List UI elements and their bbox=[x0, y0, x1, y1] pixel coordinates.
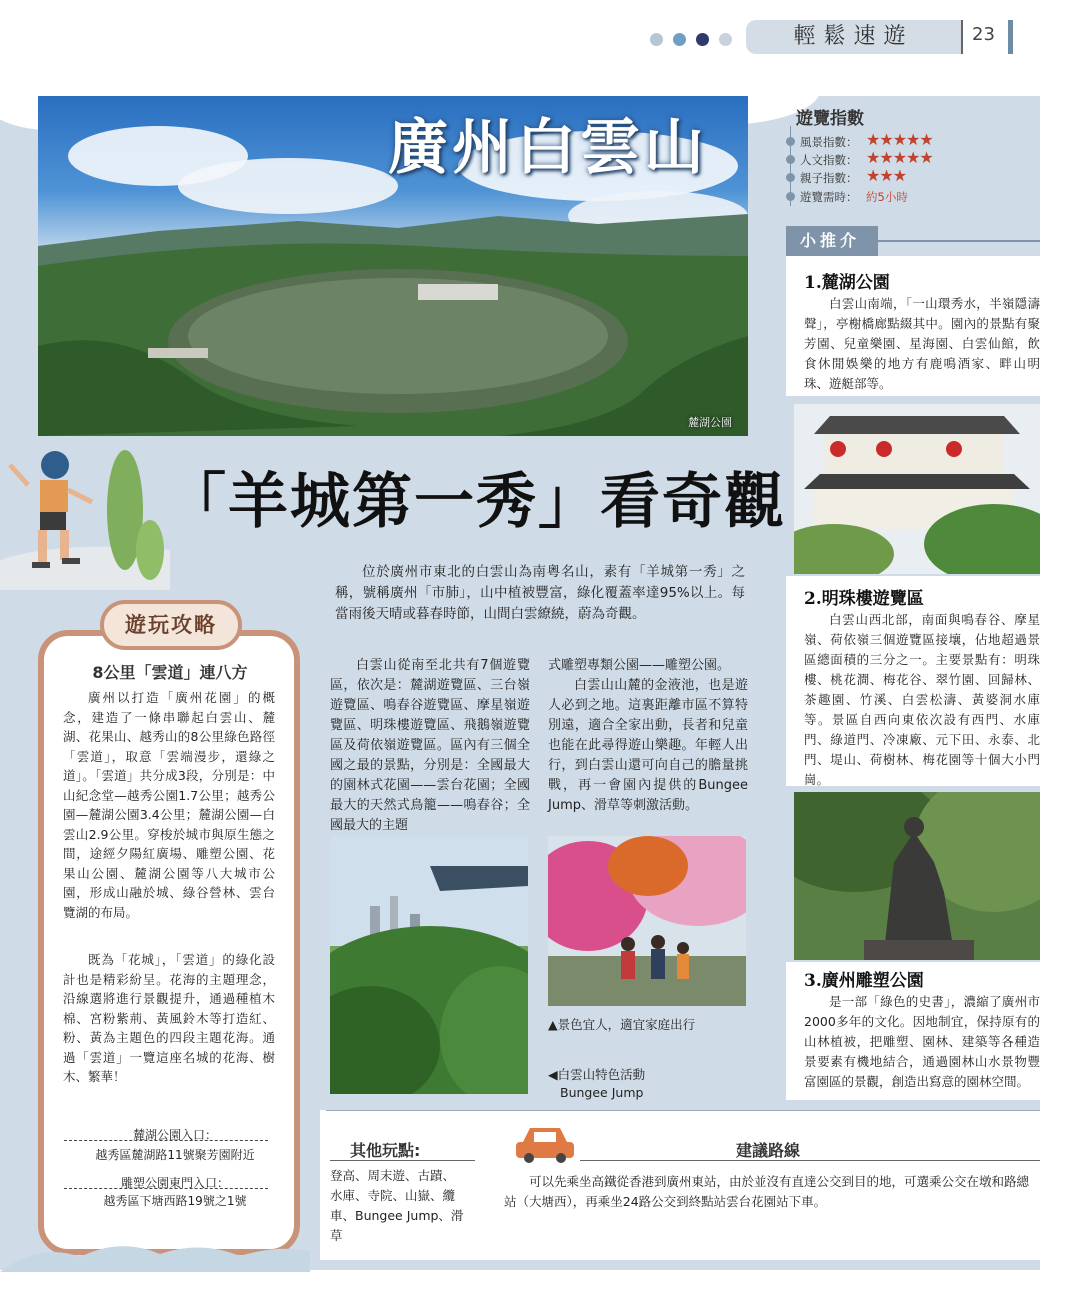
pavilion-photo bbox=[794, 404, 1040, 574]
mini-item-3-title: 3.廣州雕塑公園 bbox=[804, 971, 924, 991]
mini-item-2-text: 白雲山西北部，南面與鳴春谷、摩星嶺、荷依嶺三個遊覽區接壤，佔地超過景區總面積的三分之一。主要景點有：明珠樓、桃花澗、梅花谷、翠竹園、回歸林、茶趣園、竹溪、白雲松濤、黃婆洞水庫等。景區自西向東依次設有西門、水庫門、綠道門、冷凍廠、元下田、永泰、北門、堤山、荷樹林、梅花園等十個大小門崗。 bbox=[804, 612, 1040, 787]
mini-item-3-text: 是一部「綠色的史書」，濃縮了廣州市2000多年的文化。因地制宜，保持原有的山林植被，把雕塑、園林、建築等各種造景要素有機地結合，通過園林山水景物豐富園區的景觀，創造出寫意的園林空間。 bbox=[804, 994, 1040, 1089]
header-edge-bar bbox=[1008, 20, 1013, 54]
bungee-photo bbox=[330, 836, 528, 1094]
bungee-caption-line1: ◀白雲山特色活動 bbox=[548, 1067, 646, 1082]
mini-tab-line bbox=[876, 240, 1040, 242]
page-number: 23 bbox=[972, 24, 995, 45]
guide-title: 8公里「雲道」連八方 bbox=[92, 663, 248, 682]
rating-stars-scenery: ★★★★★ bbox=[866, 130, 933, 149]
header-divider bbox=[961, 20, 963, 54]
intro-paragraph: 位於廣州市東北的白雲山為南粵名山，素有「羊城第一秀」之稱，號稱廣州「市肺」，山中植被豐富，綠化覆蓋率達95%以上。每當雨後天晴或暮春時節，山間白雲繚繞，蔚為奇觀。 bbox=[335, 564, 745, 622]
rating-bullet bbox=[786, 192, 795, 201]
photo-caption: 麓湖公園 bbox=[688, 416, 732, 429]
mini-tab: 小推介 bbox=[786, 226, 878, 256]
other-title: 其他玩點: bbox=[350, 1141, 421, 1160]
body-column-1: 白雲山從南至北共有7個遊覽區，依次是：麓湖遊覽區、三台嶺遊覽區、鳴春谷遊覽區、摩星嶺遊覽區、明珠樓遊覽區、飛鵝嶺遊覽區及荷依嶺遊覽區。區內有三個全國之最的景點，分別是：全國最大的園林式花園——雲台花園；全國最大的天然式鳥籠——鳴春谷；全國最大的主題 bbox=[330, 658, 530, 833]
rating-label-culture: 人文指數： bbox=[800, 153, 858, 167]
bungee-caption-line2: Bungee Jump bbox=[560, 1085, 644, 1100]
rating-bullet bbox=[786, 173, 795, 182]
cloud-decoration bbox=[0, 60, 1040, 96]
time-value: 約5小時 bbox=[866, 190, 908, 204]
main-headline: 「羊城第一秀」看奇觀 bbox=[166, 467, 786, 537]
route-text: 可以先乘坐高鐵從香港到廣州東站，由於並沒有直達公交到目的地，可選乘公交在墩和路總站（大塘西），再乘坐24路公交到終點站雲台花園站下車。 bbox=[504, 1174, 1030, 1209]
rating-label-scenery: 風景指數： bbox=[800, 135, 858, 149]
body-column-2-lead: 式雕塑專類公園——雕塑公園。 bbox=[548, 658, 731, 673]
rating-label-family: 親子指數： bbox=[800, 171, 858, 185]
rating-bullet bbox=[786, 155, 795, 164]
bottom-divider bbox=[326, 1110, 1040, 1111]
mini-item-1-text: 白雲山南端，「一山環秀水，半嶺隱濤聲」，亭榭橋廊點綴其中。園內的景點有聚芳園、兒童樂園、星海園、白雲仙館，飲食休閒娛樂的地方有鹿鳴酒家、畔山明珠、遊艇部等。 bbox=[804, 296, 1040, 391]
car-icon bbox=[514, 1120, 576, 1164]
mini-item-2-title: 2.明珠樓遊覽區 bbox=[804, 589, 924, 609]
body-column-2: 白雲山山麓的金液池，也是遊人必到之地。這裏距離市區不算特別遠，適合全家出動，長者和兒童也能在此尋得遊山樂趣。年輕人出行，到白雲山還可向自己的膽量挑戰，再一會園內提供的Bungee Jump、滑草等刺激活動。 bbox=[548, 678, 748, 813]
time-label: 遊覽需時： bbox=[800, 190, 858, 204]
route-title-underline bbox=[580, 1160, 1040, 1161]
guide-paragraph-2: 既為「花城」，「雲道」的綠化設計也是精彩紛呈。花海的主題理念，沿線選將進行景觀提升，通過種植木棉、宮粉紫荊、黃風鈴木等打造紅、粉、黃為主題色的四段主題花海。通過「雲道」一覽這座名城的花海、樹木、繁華！ bbox=[63, 952, 275, 1084]
entry1-label: 麓湖公園入口： bbox=[132, 1128, 217, 1142]
route-title: 建議路線 bbox=[736, 1141, 801, 1160]
rating-stars-family: ★★★ bbox=[866, 166, 907, 185]
family-caption: ▲景色宜人，適宜家庭出行 bbox=[548, 1017, 696, 1032]
hero-title: 廣州白雲山 bbox=[388, 113, 708, 183]
rating-stars-culture: ★★★★★ bbox=[866, 148, 933, 167]
sculpture-photo bbox=[794, 792, 1040, 960]
rating-bullet bbox=[786, 137, 795, 146]
entry2-label: 雕塑公園東門入口： bbox=[120, 1176, 229, 1190]
family-photo bbox=[548, 836, 746, 1006]
guide-paragraph-1: 廣州以打造「廣州花園」的概念，建造了一條串聯起白雲山、麓湖、花果山、越秀山的8公里綠色路徑「雲道」，取意「雲端漫步，還綠之道」。「雲道」共分成3段，分別是：中山紀念堂—越秀公園1.7公里；越秀公園—麓湖公園3.4公里；麓湖公園—白雲山2.9公里。穿梭於城市與原生態之間，途經夕陽紅廣場、雕塑公園、花果山公園、麓湖公園等八大城市公園，形成山融於城、綠谷營林、雲台覽湖的布局。 bbox=[63, 690, 275, 920]
ratings-title: 遊覽指數 bbox=[796, 109, 864, 129]
entry2-address: 越秀區下塘西路19號之1號 bbox=[103, 1194, 247, 1208]
hills-decoration bbox=[0, 1232, 310, 1272]
mini-item-1-title: 1.麓湖公園 bbox=[804, 273, 890, 293]
guide-tab: 遊玩攻略 bbox=[100, 600, 242, 650]
entry1-address: 越秀區麓湖路11號聚芳園附近 bbox=[95, 1148, 255, 1162]
section-title: 輕鬆速遊 bbox=[746, 20, 961, 54]
header-dot bbox=[696, 33, 709, 46]
other-title-underline bbox=[330, 1160, 475, 1161]
skater-illustration bbox=[0, 440, 170, 590]
other-text: 登高、周末遊、古蹟、水庫、寺院、山嶽、纜車、Bungee Jump、滑草 bbox=[330, 1168, 464, 1243]
header-dot bbox=[650, 33, 663, 46]
header-dot bbox=[673, 33, 686, 46]
header-dot bbox=[719, 33, 732, 46]
